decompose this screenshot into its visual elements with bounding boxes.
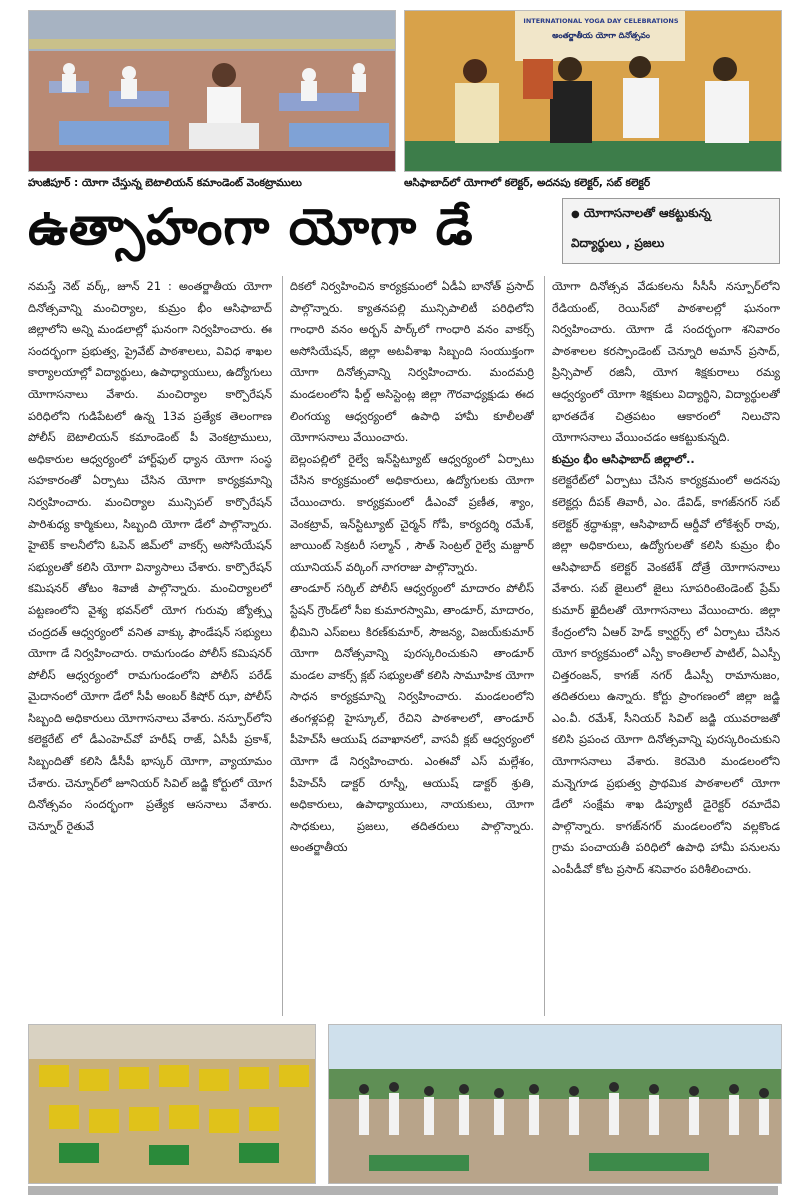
article-paragraph: తాండూర్ సర్కిల్ పోలీస్ ఆధ్వర్యంలో మాదారం పోలీస్ స్టేషన్ గ్రౌండ్‌లో సీఐ కుమారస్వామి, తాండూర్, మాదారం, భీమిని ఎస్ఐలు కిరణ్‌కుమార్, సౌజన్య, విజయ్‌కుమార్ యోగా దినోత్సవాన్ని పురస్కరించుకుని తాండూర్ మండల వాకర్స్ క్లబ్ సభ్యులతో కలిసి సామూహిక యోగా సాధన కార్యక్రమాన్ని నిర్వహించారు. మండలంలోని తంగళ్లపల్లి హైస్కూల్, రేచిని పాఠశాలలో, తాండూర్ పీహెచ్‌సీ ఆయుష్ దవాఖానలో, వాసవీ క్లబ్ ఆధ్వర్యంలో యోగా డే నిర్వహించారు. ఎంఈవో ఎస్ మల్లేశం, పీహెచ్‌సీ డాక్టర్ రూస్నీ, ఆయుష్ డాక్టర్ శ్రుతి, అధికారులు, ఉపాధ్యాయులు, నాయకులు, యోగా సాధకులు, ప్రజలు, తదితరులు పాల్గొన్నారు. అంతర్జాతీయ	[290, 582, 534, 855]
subheading-line-2: విద్యార్థులు , ప్రజలు	[571, 236, 665, 250]
article-column-2	[290, 276, 534, 1016]
banner-text-line2: అంతర్జాతీయ యోగా దినోత్సవం	[552, 31, 650, 40]
article-paragraph: యోగా దినోత్సవ వేడుకలను సీసీసీ నస్పూర్‌లోని రేడియంట్, రెయిన్‌బో పాఠశాలల్లో ఘనంగా నిర్వహించారు. యోగా డే సందర్భంగా శనివారం పాఠశాలల కరస్పాండెంట్ చెన్నూరి అమాన్ ప్రసాద్, ప్రిన్సిపాల్ రజినీ, యోగ శిక్షకురాలు రమ్య ఆధ్వర్యంలో యోగా శిక్షకులు విద్యార్థిని, విద్యార్థులతో భారతదేశ చిత్రపటం ఆకారంలో నిలుచొని యోగాసనాలు వేయించడం ఆకట్టుకున్నది.	[552, 280, 780, 445]
column-divider	[544, 276, 545, 1016]
photo-caption-huzipur: హుజీపూర్ : యోగా చేస్తున్న బెటాలియన్ కమాండెంట్ వెంకట్రాములు	[28, 177, 302, 189]
subheading-line-1: ● యోగాసనాలతో ఆకట్టుకున్న	[571, 206, 711, 220]
article-column-3	[552, 276, 780, 1016]
article-paragraph: దికలో నిర్వహించిన కార్యక్రమంలో ఏడీఏ బానోత్ ప్రసాద్ పాల్గొన్నారు. క్యాతనపల్లి మున్సిపాలిటీ పరిధిలోని గాంధారి వనం అర్బన్ పార్క్‌లో గాంధారి వనం వాకర్స్ అసోసియేషన్, జిల్లా అటవీశాఖ సిబ్బంది సంయుక్తంగా యోగా దినోత్సవాన్ని నిర్వహించారు. మందమర్రి మండలంలోని ఫీల్డ్ అసిస్టెంట్ల జిల్లా గౌరవాధ్యక్షుడు ఈద లింగయ్య ఆధ్వర్యంలో ఉపాధి హామీ కూలీలతో యోగాసనాలు వేయించారు.	[290, 280, 534, 445]
article-paragraph: బెల్లంపల్లిలో రైల్వే ఇన్‌స్టిట్యూట్ ఆధ్వర్యంలో ఏర్పాటు చేసిన కార్యక్రమంలో అధికారులు, ఉద్యోగులకు యోగా చేయించారు. కార్యక్రమంలో డీఎంవో ప్రణీత, శ్యాం, వెంకట్రావ్, ఇన్‌స్టిట్యూట్ చైర్మన్ గోపీ, కార్యదర్శి రమేశ్, జాయింట్ సెక్రటరీ సల్మాన్ , సౌత్ సెంట్రల్ రైల్వే మజ్దూర్ యూనియన్ వర్కింగ్ నాగరాజు పాల్గొన్నారు.	[290, 452, 534, 574]
bullet-icon: ●	[571, 209, 580, 220]
article-paragraph: కలెక్టరేట్‌లో ఏర్పాటు చేసిన కార్యక్రమంలో అదనపు కలెక్టర్లు దీపక్ తివారీ, ఎం. డేవిడ్, కాగజ్‌నగర్ సబ్ కలెక్టర్ శ్రద్ధాశుక్లా, ఆసిఫాబాద్ ఆర్డీవో లోకేశ్వర్ రావు, జిల్లా అధికారులు, ఉద్యోగులతో కలిసి కుమ్రం భీం ఆసిఫాబాద్ కలెక్టర్ వెంకటేశ్ దోత్రే యోగాసనాలు వేశారు. సబ్ జైలులో జైలు సూపరింటెండెంట్ ప్రేమ్ కుమార్ ఖైదీలతో యోగాసనాలు వేయించారు. జిల్లా కేంద్రంలోని ఏఆర్ హెడ్ క్వార్టర్స్ లో ఏర్పాటు చేసిన యోగ కార్యక్రమంలో ఎస్పీ కాంతిలాల్ పాటిల్, ఏఎస్పీ చిత్తరంజన్, కాగజ్ నగర్ డీఎస్పీ రామానుజం, తదితరులు ఉన్నారు. కోర్టు ప్రాంగణంలో జిల్లా జడ్జి ఎం.వీ. రమేశ్, సీనియర్ సివిల్ జడ్జి యువరాజతో కలిసి ప్రపంచ యోగా దినోత్సవాన్ని పురస్కరించుకుని యోగాసనాలు వేశారు. కెరమెరి మండలంలోని మన్నెగూడ ప్రభుత్వ ప్రాథమిక పాఠశాలలో యోగా డేలో సంక్షేమ శాఖ డిప్యూటీ డైరెక్టర్ రమాదేవి పాల్గొన్నారు. కాగజ్‌నగర్ మండలంలోని వల్లకొండ గ్రామ పంచాయతీ పరిధిలో ఉపాధి హామీ పనులను ఎంపీడీవో కోట ప్రసాద్ శనివారం పరిశీలించారు.	[552, 474, 780, 877]
group-yoga-photo-illustration	[329, 1025, 781, 1183]
article-column-1	[28, 276, 272, 1016]
photo-asifabad-collectors	[404, 10, 782, 172]
article-paragraph: నమస్తే నెట్ వర్క్, జూన్ 21 : అంతర్జాతీయ యోగా దినోత్సవాన్ని మంచిర్యాల, కుమ్రం భీం ఆసిఫాబాద్ జిల్లాలోని అన్ని మండలాల్లో ఘనంగా నిర్వహించారు. ఈ సందర్భంగా ప్రభుత్వ, ప్రైవేట్ పాఠశాలలు, వివిధ శాఖల కార్యాలయాల్లో విద్యార్థులు, ఉపాధ్యాయులు, ఉద్యోగులు యోగాసనాలు వేశారు. మంచిర్యాల కార్పొరేషన్ పరిధిలోని గుడిపేటలో ఉన్న 13వ ప్రత్యేక తెలంగాణ పోలీస్ బెటాలియన్ కమాండెంట్ పీ వెంకట్రాములు, అధికారుల ఆధ్వర్యంలో హార్ట్‌ఫుల్ ధ్యాన యోగా సంస్థ సహకారంతో ఏర్పాటు చేసిన యోగా కార్యక్రమాన్ని నిర్వహించారు. మంచిర్యాల మున్సిపల్ కార్పొరేషన్ పారిశుధ్య కార్మికులు, సిబ్బంది యోగా డేలో పాల్గొన్నారు. హైటెక్ కాలనీలోని ఓపెన్ జిమ్‌లో వాకర్స్ అసోసియేషన్ సభ్యులతో కలిసి యోగా విన్యాసాలు చేశారు. కార్పొరేషన్ కమిషనర్ తోటం శివాజీ పాల్గొన్నారు. మంచిర్యాలలో పట్టణంలోని వైశ్య భవన్‌లో యోగ గురువు జ్యోత్స్న చంద్రదత్ ఆధ్వర్యంలో వనిత వాక్కు ఫౌండేషన్ సభ్యులు యోగా డే నిర్వహించారు. రామగుండం పోలీస్ కమిషనర్ పోలీస్ ఆధ్వర్యంలో రామగుండంలోని పోలీస్ పరేడ్ మైదానంలో యోగా డేలో సీపీ అంబర్ కిషోర్ ఝా, పోలీస్ సిబ్బంది అధికారులు యోగాసనాలు వేశారు. నస్పూర్‌లోని కలెక్టరేట్ లో డీఎంహెచ్‌వో హరీష్ రాజ్, ఏసీపీ ప్రకాశ్, సిబ్బందితో కలిసి డీసీపీ భాస్కర్ యోగా, వ్యాయామం చేశారు. చెన్నూర్‌లో జూనియర్ సివిల్ జడ్జి కోర్టులో యోగ దినోత్సవం సందర్భంగా ప్రత్యేక ఆసనాలు వేశారు. చెన్నూర్ రైతువే	[28, 280, 272, 833]
column-divider	[282, 276, 283, 1016]
cropped-caption-strip	[28, 1186, 778, 1195]
photo-caption-asifabad: ఆసిఫాబాద్‌లో యోగాలో కలెక్టర్, అదనపు కలెక్టర్, సబ్ కలెక్టర్	[404, 177, 651, 189]
students-photo-illustration	[29, 1025, 315, 1183]
photo-huzipur-yoga	[28, 10, 396, 172]
photo-students-yoga	[28, 1024, 316, 1184]
banner-text-line1: INTERNATIONAL YOGA DAY CELEBRATIONS	[523, 17, 679, 25]
subheading-box	[562, 198, 780, 264]
photo-group-yoga-outdoor	[328, 1024, 782, 1184]
article-headline: ఉత్సాహంగా యోగా డే	[28, 198, 474, 256]
yoga-photo-illustration	[29, 11, 395, 171]
section-subheading: కుమ్రం భీం ఆసిఫాబాద్ జిల్లాలో..	[552, 452, 695, 466]
